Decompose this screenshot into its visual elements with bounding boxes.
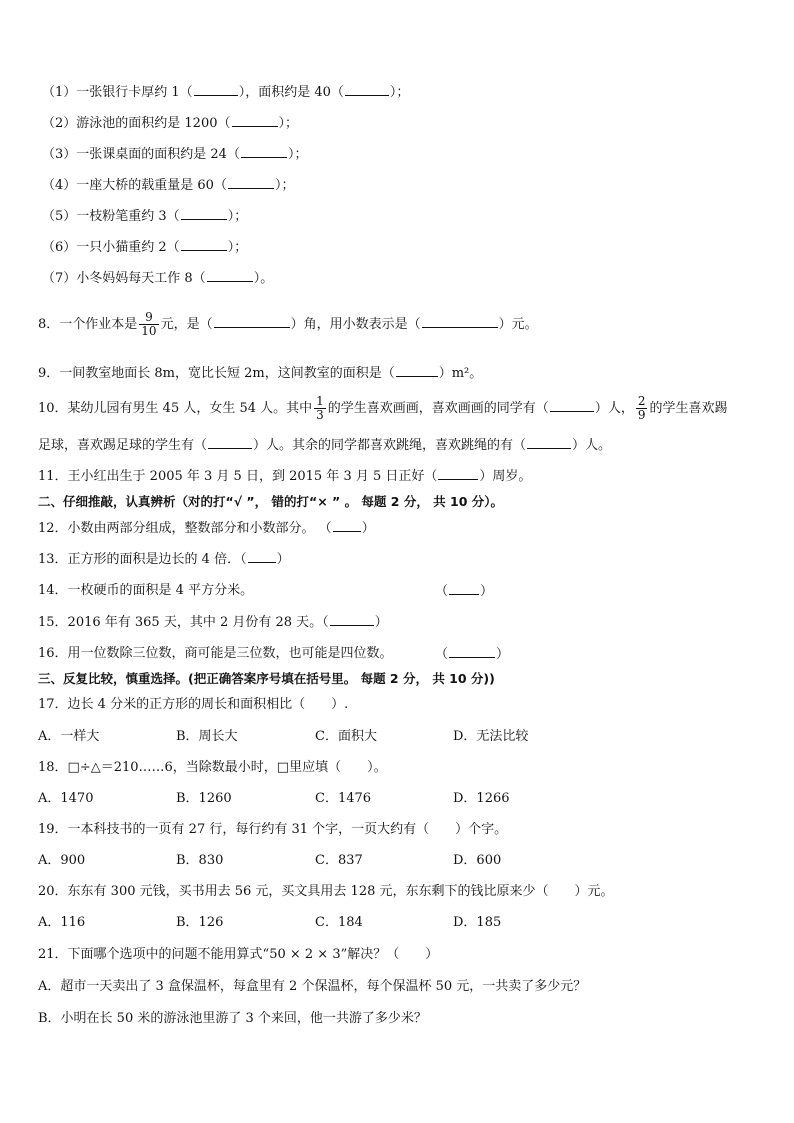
q7-item-2-post: ）；: [278, 116, 299, 131]
question-15: [38, 613, 764, 632]
q9-text-a: 9．一间教室地面长 8m，宽比长短 2m，这间教室的面积是（: [38, 366, 395, 381]
q14-text-c: ）: [480, 584, 494, 599]
q9-text-b: ）m²。: [438, 366, 483, 381]
q16-answer: [435, 645, 509, 664]
answer-blank[interactable]: [181, 238, 227, 251]
q17-option-b[interactable]: B．周长大: [176, 729, 238, 744]
fraction: [139, 311, 158, 338]
answer-blank[interactable]: [550, 399, 594, 412]
q18-option-c[interactable]: C．1476: [315, 791, 372, 806]
q7-item-3: [42, 145, 764, 164]
question-21: 21．下面哪个选项中的问题不能用算式“50 × 2 × 3”解决？（ ）: [38, 947, 439, 962]
q7-item-6: [42, 238, 764, 257]
q7-item-7-text: （7）小冬妈妈每天工作 8（: [42, 271, 206, 286]
q7-item-1: [42, 83, 764, 102]
fraction-denominator: 10: [141, 324, 157, 338]
q20-option-b[interactable]: B．126: [176, 915, 224, 930]
q15-text-a: 15．2016 年有 365 天，其中 2 月份有 28 天。（: [38, 615, 329, 630]
q19-option-b[interactable]: B．830: [176, 853, 224, 868]
answer-blank[interactable]: [396, 364, 438, 377]
q7-item-1-mid: ），面积约是 40（: [238, 85, 344, 100]
q7-item-3-post: ）；: [287, 147, 308, 162]
q20-option-c[interactable]: C．184: [315, 915, 363, 930]
q8-text-d: ）元。: [498, 317, 538, 332]
question-8: [38, 310, 764, 340]
q20-option-a[interactable]: A．116: [38, 915, 86, 930]
section-3-heading: 三、反复比较，慎重选择。(把正确答案序号填在括号里。 每题 2 分， 共 10 分)): [38, 671, 495, 686]
q7-item-5-text: （5）一枝粉笔重约 3（: [42, 209, 180, 224]
q7-item-3-text: （3）一张课桌面的面积约是 24（: [42, 147, 240, 162]
fraction-denominator: 9: [637, 408, 646, 422]
q7-item-4-text: （4）一座大桥的载重量是 60（: [42, 178, 227, 193]
question-13: [38, 550, 764, 569]
q8-text-c: ）角，用小数表示是（: [290, 317, 421, 332]
q7-item-6-post: ）；: [227, 240, 248, 255]
fraction-numerator: 2: [637, 394, 646, 408]
answer-blank[interactable]: [333, 519, 361, 532]
q19-option-a[interactable]: A．900: [38, 853, 86, 868]
q17-option-c[interactable]: C．面积大: [315, 729, 377, 744]
q19-option-d[interactable]: D．600: [453, 853, 502, 868]
answer-blank[interactable]: [449, 645, 495, 658]
question-12: [38, 519, 764, 538]
answer-blank[interactable]: [228, 176, 274, 189]
fraction: [314, 395, 326, 422]
q14-answer: [435, 582, 493, 601]
question-11: [38, 467, 764, 486]
question-17: 17．边长 4 分米的正方形的周长和面积相比（ ）.: [38, 697, 349, 712]
answer-blank[interactable]: [214, 315, 290, 328]
q18-option-d[interactable]: D．1266: [453, 791, 510, 806]
answer-blank[interactable]: [422, 315, 498, 328]
q15-text-b: ）: [374, 615, 388, 630]
q10-text-c: ）人，: [594, 401, 634, 416]
q21-option-a[interactable]: A．超市一天卖出了 3 盒保温杯，每盒里有 2 个保温杯，每个保温杯 50 元，一共卖了多少元？: [38, 979, 587, 994]
q10-text-f: ）人。其余的同学都喜欢跳绳，喜欢跳绳的有（: [253, 438, 527, 453]
q13-text-b: ）: [276, 552, 290, 567]
question-14: [38, 582, 764, 600]
answer-blank[interactable]: [248, 550, 276, 563]
q12-text-a: 12．小数由两部分组成，整数部分和小数部分。 （: [38, 521, 332, 536]
q10-text-d: 的学生喜欢踢: [649, 401, 728, 416]
question-10-line-1: [38, 394, 764, 424]
q16-text-b: （: [435, 647, 449, 662]
answer-blank[interactable]: [330, 613, 374, 626]
q21-option-b[interactable]: B．小明在长 50 米的游泳池里游了 3 个来回，他一共游了多少米？: [38, 1011, 427, 1026]
answer-blank[interactable]: [449, 582, 479, 595]
answer-blank[interactable]: [232, 114, 278, 127]
q7-item-1-text: （1）一张银行卡厚约 1（: [42, 85, 193, 100]
q11-text-b: ）周岁。: [479, 469, 532, 484]
q18-option-a[interactable]: A．1470: [38, 791, 94, 806]
q14-text-b: （: [435, 584, 449, 599]
answer-blank[interactable]: [194, 83, 238, 96]
q10-text-e: 足球，喜欢踢足球的学生有（: [38, 438, 208, 453]
question-10-line-2: [38, 436, 764, 455]
answer-blank[interactable]: [345, 83, 389, 96]
q18-option-b[interactable]: B．1260: [176, 791, 232, 806]
q16-text-c: ）: [496, 647, 510, 662]
q7-item-4-post: ）；: [274, 178, 295, 193]
fraction-numerator: 9: [139, 311, 158, 325]
fraction-denominator: 3: [316, 408, 324, 422]
q7-item-7-post: ）。: [253, 271, 274, 286]
q7-item-6-text: （6）一只小猫重约 2（: [42, 240, 180, 255]
q17-option-a[interactable]: A．一样大: [38, 729, 100, 744]
answer-blank[interactable]: [438, 467, 478, 480]
q16-text-a: 16．用一位数除三位数，商可能是三位数，也可能是四位数。: [38, 646, 393, 661]
q7-item-5: [42, 207, 764, 226]
fraction: [636, 395, 648, 422]
q19-option-c[interactable]: C．837: [315, 853, 363, 868]
answer-blank[interactable]: [527, 436, 571, 449]
question-16: [38, 645, 764, 663]
answer-blank[interactable]: [208, 436, 252, 449]
q7-item-7: [42, 269, 764, 288]
section-2-heading: 二、仔细推敲，认真辨析（对的打“√ ”， 错的打“× ” 。 每题 2 分， 共 10 分）。: [38, 494, 504, 509]
q7-item-4: [42, 176, 764, 195]
question-18: 18．□÷△＝210……6，当除数最小时，□里应填（ ）。: [38, 760, 387, 775]
answer-blank[interactable]: [207, 269, 253, 282]
q8-text-a: 8．一个作业本是: [38, 317, 138, 332]
q11-text-a: 11．王小红出生于 2005 年 3 月 5 日，到 2015 年 3 月 5 日正好（: [38, 469, 438, 484]
q7-item-2: [42, 114, 764, 133]
q8-text-b: 元，是（: [160, 317, 213, 332]
q12-text-b: ）: [361, 521, 375, 536]
q7-item-2-text: （2）游泳池的面积约是 1200（: [42, 116, 231, 131]
question-20: 20．东东有 300 元钱，买书用去 56 元，买文具用去 128 元，东东剩下的钱比原来少（ ）元。: [38, 884, 614, 899]
q10-text-b: 的学生喜欢画画，喜欢画画的同学有（: [327, 401, 549, 416]
answer-blank[interactable]: [241, 145, 287, 158]
question-9: [38, 364, 764, 383]
q10-text-g: ）人。: [572, 438, 612, 453]
answer-blank[interactable]: [181, 207, 227, 220]
q10-text-a: 10．某幼儿园有男生 45 人，女生 54 人。其中: [38, 401, 313, 416]
q14-text-a: 14．一枚硬币的面积是 4 平方分米。: [38, 583, 254, 598]
q13-text-a: 13．正方形的面积是边长的 4 倍．（: [38, 552, 247, 567]
q7-item-1-post: ）；: [389, 85, 410, 100]
question-19: 19．一本科技书的一页有 27 行，每行约有 31 个字，一页大约有（ ）个字。: [38, 822, 508, 837]
q17-option-d[interactable]: D．无法比较: [453, 729, 529, 744]
q7-item-5-post: ）；: [227, 209, 248, 224]
fraction-numerator: 1: [316, 394, 324, 408]
q20-option-d[interactable]: D．185: [453, 915, 502, 930]
